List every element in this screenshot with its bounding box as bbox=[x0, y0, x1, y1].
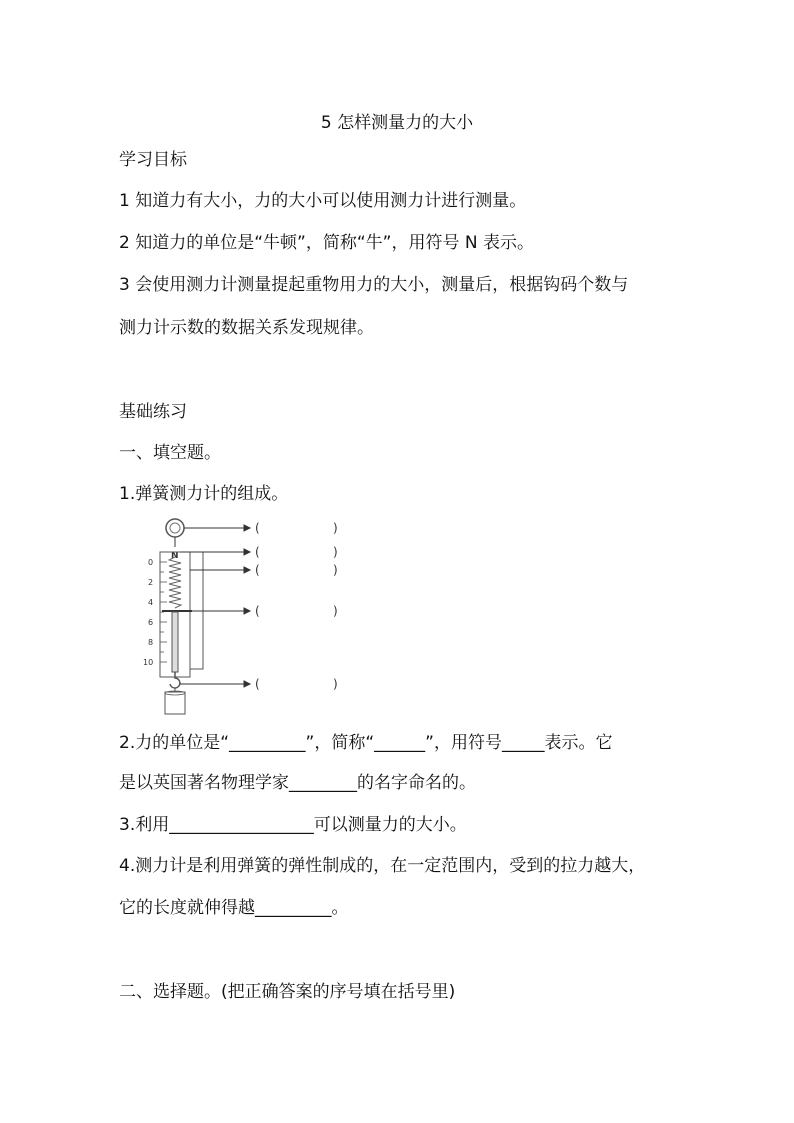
hook-icon bbox=[170, 672, 180, 688]
question-4-cont: 它的长度就伸得越_________。 bbox=[119, 898, 349, 918]
scale-label: 8 bbox=[148, 638, 154, 647]
scale-label: 4 bbox=[148, 598, 154, 607]
question-4: 4.测力计是利用弹簧的弹性制成的，在一定范围内，受到的拉力越大， bbox=[119, 856, 646, 876]
paren-close: ) bbox=[333, 521, 338, 535]
paren-close: ) bbox=[333, 677, 338, 691]
rod bbox=[172, 612, 178, 672]
question-2-cont: 是以英国著名物理学家________的名字命名的。 bbox=[119, 773, 476, 793]
scale-label: 6 bbox=[148, 618, 154, 627]
objective-item: 测力计示数的数据关系发现规律。 bbox=[119, 318, 374, 338]
scale-label: 10 bbox=[143, 658, 154, 667]
paren-close: ) bbox=[333, 545, 338, 559]
scale-label: 0 bbox=[148, 558, 154, 567]
ring-icon bbox=[166, 519, 184, 537]
page-title: 5 怎样测量力的大小 bbox=[320, 113, 474, 133]
answer-blanks bbox=[255, 521, 338, 691]
unit-label: N bbox=[171, 551, 179, 561]
question-1: 1.弹簧测力计的组成。 bbox=[119, 484, 289, 504]
paren-open: ( bbox=[255, 604, 260, 618]
section-multiple-choice: 二、选择题。(把正确答案的序号填在括号里) bbox=[119, 982, 456, 1002]
spring bbox=[169, 557, 181, 608]
question-3: 3.利用_________________可以测量力的大小。 bbox=[119, 815, 467, 835]
paren-open: ( bbox=[255, 521, 260, 535]
section-fill-blank: 一、填空题。 bbox=[119, 443, 221, 463]
paren-open: ( bbox=[255, 563, 260, 577]
objectives-heading: 学习目标 bbox=[119, 150, 187, 170]
paren-open: ( bbox=[255, 545, 260, 559]
practice-heading: 基础练习 bbox=[119, 402, 187, 422]
scale-label: 2 bbox=[148, 578, 154, 587]
spring-scale-diagram bbox=[140, 512, 360, 722]
paren-close: ) bbox=[333, 604, 338, 618]
paren-open: ( bbox=[255, 677, 260, 691]
objective-item: 2 知道力的单位是“牛顿”，简称“牛”，用符号 N 表示。 bbox=[119, 233, 534, 253]
paren-close: ) bbox=[333, 563, 338, 577]
objective-item: 3 会使用测力计测量提起重物用力的大小，测量后，根据钩码个数与 bbox=[119, 275, 629, 295]
question-2: 2.力的单位是“_________”，简称“______”，用符号_____表示。它 bbox=[119, 733, 613, 753]
objective-item: 1 知道力有大小，力的大小可以使用测力计进行测量。 bbox=[119, 191, 527, 211]
